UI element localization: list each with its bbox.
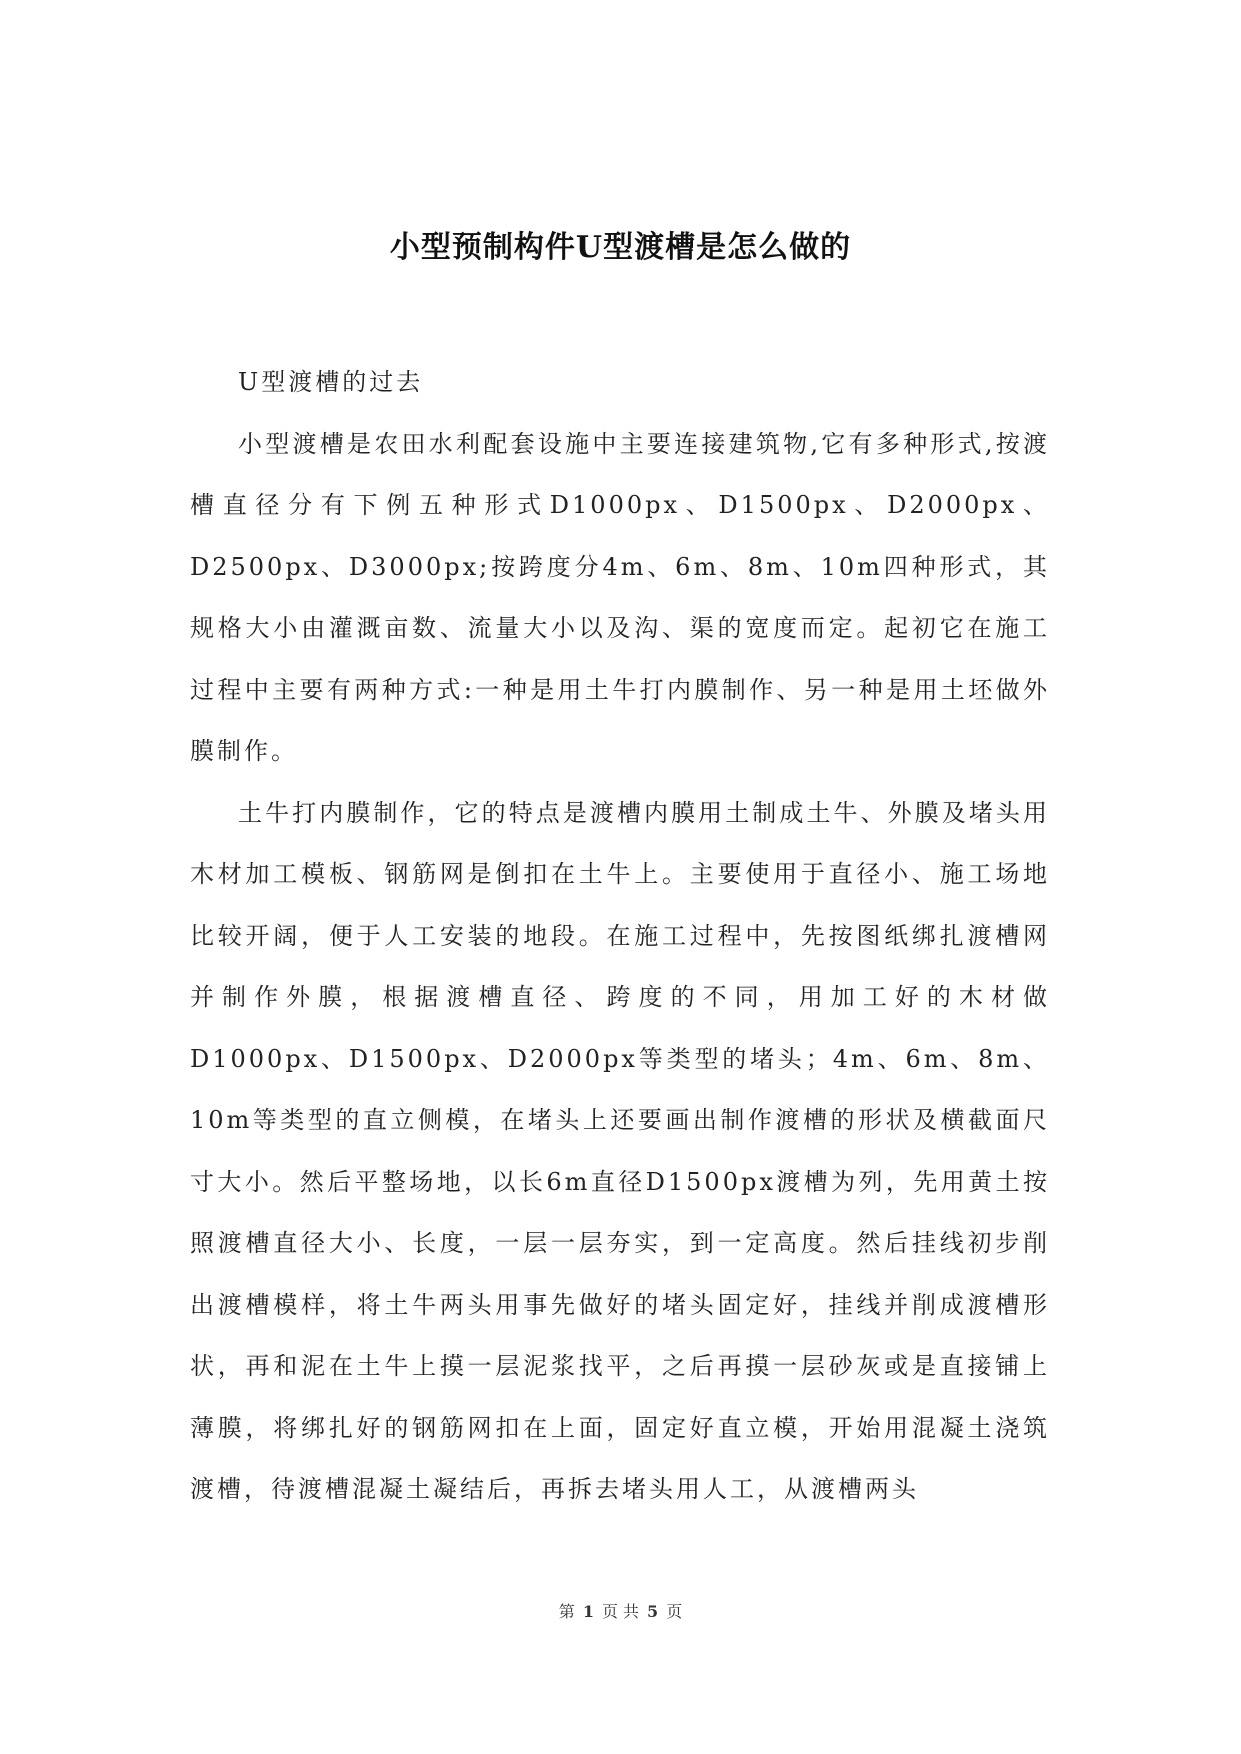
footer-total-pages: 5 [647, 1602, 659, 1621]
footer-middle: 页 共 [601, 1602, 640, 1621]
paragraph: 土牛打内膜制作，它的特点是渡槽内膜用土制成土牛、外膜及堵头用木材加工模板、钢筋网是倒扣在土牛上。主要使用于直径小、施工场地比较开阔，便于人工安装的地段。在施工过程中，先按图纸绑扎渡槽网并制作外膜，根据渡槽直径、跨度的不同，用加工好的木材做D1000px、D1500px、D2000px等类型的堵头；4m、6m、8m、10m等类型的直立侧模，在堵头上还要画出制作渡槽的形状及横截面尺寸大小。然后平整场地，以长6m直径D1500px渡槽为列，先用黄土按照渡槽直径大小、长度，一层一层夯实，到一定高度。然后挂线初步削出渡槽模样，将土牛两头用事先做好的堵头固定好，挂线并削成渡槽形状，再和泥在土牛上摸一层泥浆找平，之后再摸一层砂灰或是直接铺上薄膜，将绑扎好的钢筋网扣在上面，固定好直立模，开始用混凝土浇筑渡槽，待渡槽混凝土凝结后，再拆去堵头用人工，从渡槽两头 [190, 798, 1050, 1503]
document-body [190, 352, 1050, 1521]
page-footer [0, 1600, 1241, 1624]
section-heading: U型渡槽的过去 [238, 368, 424, 396]
paragraph: 小型渡槽是农田水利配套设施中主要连接建筑物,它有多种形式,按渡槽直径分有下例五种形式D1000px、D1500px、D2000px、D2500px、D3000px;按跨度分4m、6m、8m、10m四种形式，其规格大小由灌溉亩数、流量大小以及沟、渠的宽度而定。起初它在施工过程中主要有两种方式:一种是用土牛打内膜制作、另一种是用土坯做外膜制作。 [190, 429, 1050, 765]
footer-prefix: 第 [558, 1602, 575, 1621]
footer-suffix: 页 [666, 1602, 683, 1621]
document-title: 小型预制构件U型渡槽是怎么做的 [389, 230, 852, 265]
footer-current-page: 1 [582, 1602, 594, 1621]
